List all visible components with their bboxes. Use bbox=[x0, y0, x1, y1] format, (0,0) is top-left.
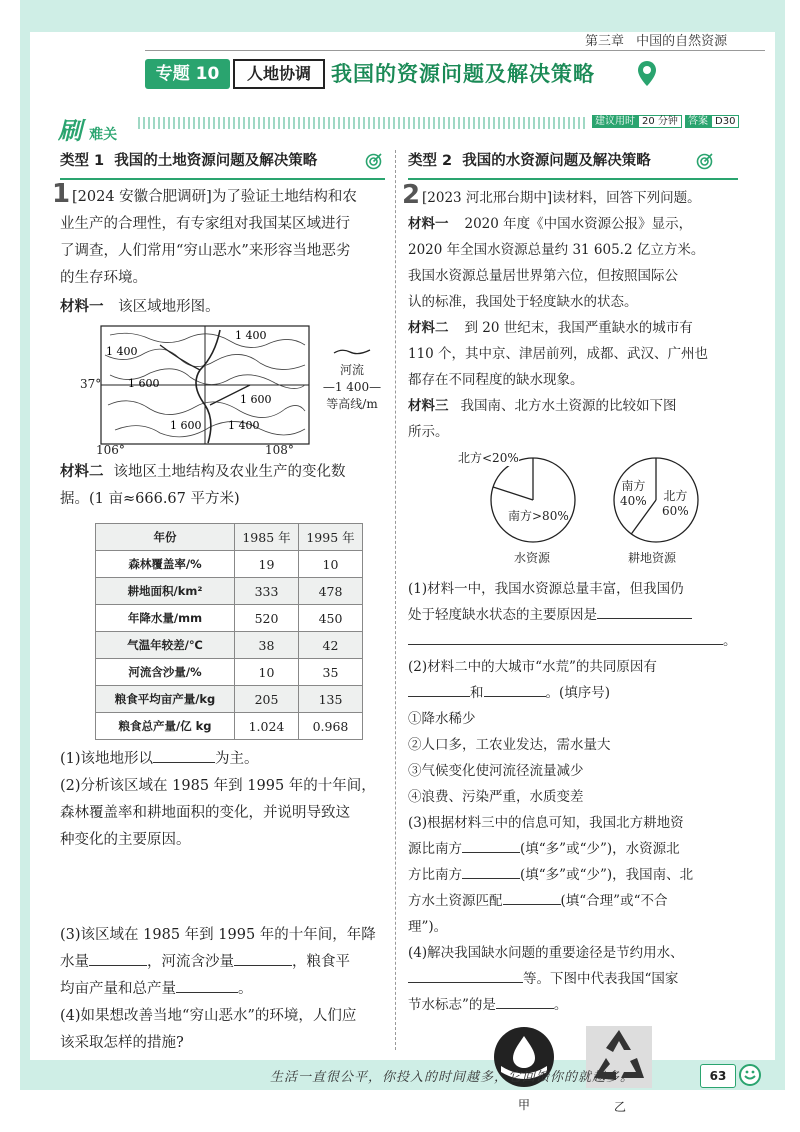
pie1-caption: 水资源 bbox=[514, 551, 551, 565]
shua-char: 刷 bbox=[58, 117, 82, 145]
q1-1-text: (1)该地地形以 bbox=[60, 751, 154, 767]
q2-3-line: (3)根据材料三中的信息可知，我国北方耕地资 bbox=[408, 815, 684, 831]
material-one bbox=[408, 211, 738, 315]
longitude-label: 106° bbox=[96, 443, 125, 457]
material-one-line: 2020 年度《中国水资源公报》显示， bbox=[464, 216, 693, 232]
answer-blank[interactable] bbox=[89, 950, 147, 966]
material-two-line: 都存在不同程度的缺水现象。 bbox=[408, 372, 584, 388]
material1-text: 该区域地形图。 bbox=[118, 299, 220, 315]
answer-blank[interactable] bbox=[176, 977, 238, 993]
material-one-line: 2020 年全国水资源总量约 31 605.2 亿立方米。 bbox=[408, 242, 705, 258]
latitude-label: 37° bbox=[80, 377, 102, 391]
q1-4-line: (4)如果想改善当地“穷山恶水”的环境，人们应 bbox=[60, 1008, 357, 1024]
answer-blank[interactable] bbox=[153, 747, 215, 763]
column-divider bbox=[395, 150, 396, 1050]
table-cell: 450 bbox=[299, 605, 363, 632]
question2-part1: (1)材料一中，我国水资源总量丰富，但我国仍 处于轻度缺水状态的主要原因是 。 bbox=[408, 576, 738, 654]
q1-3-text: 均亩产量和总产量 bbox=[60, 981, 176, 997]
table-header: 1985 年 bbox=[235, 524, 299, 551]
table-cell: 年降水量/mm bbox=[96, 605, 235, 632]
type2-title: 类型 2 我国的水资源问题及解决策略 bbox=[408, 153, 651, 169]
pie1-south-label: 南方>80% bbox=[508, 509, 569, 523]
question1-part1 bbox=[60, 746, 385, 773]
logo-label-b: 乙 bbox=[614, 1100, 627, 1114]
logo-label-a: 甲 bbox=[518, 1098, 531, 1112]
material-three-line: 所示。 bbox=[408, 424, 449, 440]
question1-number: 1 bbox=[52, 179, 71, 209]
q2-3-text: 源比南方 bbox=[408, 841, 462, 857]
material-three-label: 材料三 bbox=[408, 398, 449, 414]
target-icon bbox=[365, 153, 382, 170]
option-item: ④浪费、污染严重，水质变差 bbox=[408, 789, 584, 805]
q2-1-line: 处于轻度缺水状态的主要原因是 bbox=[408, 607, 597, 623]
header-rule bbox=[145, 50, 765, 51]
contour-label: 1 400 bbox=[228, 419, 260, 432]
longitude-label: 108° bbox=[265, 443, 294, 457]
chapter-title: 中国的自然资源 bbox=[636, 34, 728, 49]
type1-title: 类型 1 我国的土地资源问题及解决策略 bbox=[60, 153, 318, 169]
topic-title: 我国的资源问题及解决策略 bbox=[331, 62, 595, 86]
q1-1-text: 为主。 bbox=[215, 751, 259, 767]
answer-page: D30 bbox=[711, 115, 739, 128]
material-three bbox=[408, 393, 738, 445]
table-row bbox=[96, 659, 363, 686]
material-two-line: 到 20 世纪末，我国严重缺水的城市有 bbox=[464, 320, 693, 336]
table-row bbox=[96, 578, 363, 605]
q1-3-text: 。 bbox=[238, 981, 253, 997]
time-label: 建议用时 bbox=[592, 115, 638, 128]
answer-blank[interactable] bbox=[496, 993, 554, 1009]
page-number: 63 bbox=[700, 1064, 736, 1088]
pie2-north-label: 北方 bbox=[663, 489, 688, 503]
pie2-south-pct: 40% bbox=[620, 494, 647, 508]
answer-blank[interactable] bbox=[234, 950, 292, 966]
table-cell: 19 bbox=[235, 551, 299, 578]
table-cell: 粮食平均亩产量/kg bbox=[96, 686, 235, 713]
question2-part4 bbox=[408, 940, 738, 1018]
material-two bbox=[408, 315, 738, 393]
question1-part3 bbox=[60, 922, 385, 1003]
pie-charts bbox=[408, 449, 738, 564]
question2-part2 bbox=[408, 654, 738, 810]
material-one-line: 认的标准，我国处于轻度缺水的状态。 bbox=[408, 294, 638, 310]
mascot-icon bbox=[738, 1063, 762, 1087]
contour-label: 1 400 bbox=[106, 345, 138, 358]
q2-3-text: (填“多”或“少”)，水资源北 bbox=[520, 841, 680, 857]
material-three-line: 我国南、北方水土资源的比较如下图 bbox=[460, 398, 677, 414]
river-legend-icon bbox=[332, 347, 372, 357]
target-icon bbox=[696, 153, 713, 170]
q2-intro-text: [2023 河北邢台期中]读材料，回答下列问题。 bbox=[422, 190, 701, 206]
answer-blank[interactable] bbox=[408, 967, 523, 983]
suggested-time bbox=[592, 114, 682, 130]
contour-label: 1 600 bbox=[170, 419, 202, 432]
answer-blank[interactable] bbox=[484, 681, 546, 697]
shua-badge bbox=[58, 111, 117, 146]
table-cell: 205 bbox=[235, 686, 299, 713]
table-cell: 10 bbox=[235, 659, 299, 686]
material-two-line: 110 个，其中京、津居前列，成都、武汉、广州也 bbox=[408, 346, 709, 362]
q2-2-line: (2)材料二中的大城市“水荒”的共同原因有 bbox=[408, 659, 657, 675]
right-column bbox=[402, 146, 738, 1116]
q2-3-text: 方水土资源匹配 bbox=[408, 893, 503, 909]
q1-3-line: (3)该区域在 1985 年到 1995 年的十年间，年降 bbox=[60, 927, 376, 943]
q1-2-line: (2)分析该区域在 1985 年到 1995 年的十年间， bbox=[60, 778, 376, 794]
right-margin bbox=[775, 0, 785, 1060]
pie2-south-label: 南方 bbox=[621, 479, 646, 493]
table-cell: 河流含沙量/% bbox=[96, 659, 235, 686]
table-cell: 520 bbox=[235, 605, 299, 632]
table-row bbox=[96, 605, 363, 632]
answer-space[interactable] bbox=[60, 854, 385, 922]
material2-line: 该地区土地结构及农业生产的变化数 bbox=[113, 464, 346, 480]
table-cell: 森林覆盖率/% bbox=[96, 551, 235, 578]
answer-blank[interactable] bbox=[462, 837, 520, 853]
q1-line: 业生产的合理性，有专家组对我国某区域进行 bbox=[60, 216, 350, 232]
answer-ref bbox=[685, 114, 739, 130]
left-column bbox=[52, 146, 385, 1057]
difficulty-label: 难关 bbox=[89, 127, 118, 143]
q2-1-line: (1)材料一中，我国水资源总量丰富，但我国仍 bbox=[408, 581, 684, 597]
stripe-bar bbox=[138, 117, 588, 129]
pie2-north-pct: 60% bbox=[662, 504, 689, 518]
material-one-line: 我国水资源总量居世界第六位，但按照国际公 bbox=[408, 268, 678, 284]
contour-label: 1 600 bbox=[128, 377, 160, 390]
table-cell: 333 bbox=[235, 578, 299, 605]
q1-line: 的生存环境。 bbox=[60, 270, 147, 286]
q1-3-text: 水量 bbox=[60, 954, 89, 970]
q2-2-text: 和 bbox=[470, 685, 484, 701]
q2-4-text: 节水标志”的是 bbox=[408, 997, 496, 1013]
question2-number: 2 bbox=[402, 180, 421, 210]
q1-3-text: ，河流含沙量 bbox=[147, 954, 234, 970]
material1-label: 材料一 bbox=[60, 299, 104, 315]
time-value: 20 分钟 bbox=[638, 115, 682, 128]
table-row bbox=[96, 686, 363, 713]
q1-4-line: 该采取怎样的措施? bbox=[60, 1035, 184, 1051]
topic-tag: 专题 10 bbox=[145, 59, 230, 89]
table-header: 年份 bbox=[96, 524, 235, 551]
table-cell: 耕地面积/km² bbox=[96, 578, 235, 605]
table-cell: 38 bbox=[235, 632, 299, 659]
land-data-table bbox=[95, 523, 363, 740]
table-cell: 0.968 bbox=[299, 713, 363, 740]
chapter-header bbox=[585, 30, 727, 49]
option-item: ②人口多，工农业发达，需水量大 bbox=[408, 737, 611, 753]
material2-label: 材料二 bbox=[60, 464, 104, 480]
topic-badge: 人地协调 bbox=[233, 59, 325, 89]
material1 bbox=[60, 294, 385, 321]
table-row bbox=[96, 632, 363, 659]
q2-3-text: (填“多”或“少”)，我国南、北 bbox=[520, 867, 694, 883]
q1-3-text: ，粮食平 bbox=[292, 954, 350, 970]
table-row bbox=[96, 551, 363, 578]
q2-4-text: 等。下图中代表我国“国家 bbox=[523, 971, 679, 987]
legend-contour-value: 1 400 bbox=[334, 380, 370, 394]
material-one-label: 材料一 bbox=[408, 216, 449, 232]
table-cell: 1.024 bbox=[235, 713, 299, 740]
map-legend bbox=[312, 345, 392, 413]
material2-line: 据。(1 亩≈666.67 平方米) bbox=[60, 491, 240, 507]
table-header: 1995 年 bbox=[299, 524, 363, 551]
answer-blank[interactable] bbox=[597, 603, 692, 619]
pie1-north-label: 北方<20% bbox=[458, 451, 519, 465]
q1-2-line: 种变化的主要原因。 bbox=[60, 832, 191, 848]
table-cell: 42 bbox=[299, 632, 363, 659]
table-cell: 35 bbox=[299, 659, 363, 686]
material2 bbox=[60, 459, 385, 513]
q2-4-line: (4)解决我国缺水问题的重要途径是节约用水、 bbox=[408, 945, 684, 961]
contour-label: 1 400 bbox=[235, 329, 267, 342]
top-band bbox=[20, 0, 785, 32]
answer-blank[interactable] bbox=[503, 889, 561, 905]
material-two-label: 材料二 bbox=[408, 320, 449, 336]
pie2-south bbox=[620, 479, 647, 509]
answer-blank[interactable] bbox=[462, 863, 520, 879]
legend-contour-text: 等高线/m bbox=[326, 397, 378, 411]
location-pin-icon bbox=[637, 60, 657, 88]
table-cell: 10 bbox=[299, 551, 363, 578]
table-cell: 粮食总产量/亿 kg bbox=[96, 713, 235, 740]
q2-3-text: 方比南方 bbox=[408, 867, 462, 883]
question2-intro bbox=[402, 180, 738, 211]
question1-part4 bbox=[60, 1003, 385, 1057]
legend-river: 河流 bbox=[339, 363, 364, 377]
answer-blank[interactable] bbox=[408, 629, 723, 645]
type2-heading bbox=[408, 146, 738, 180]
topic-banner bbox=[145, 59, 655, 91]
question1-part2 bbox=[60, 773, 385, 854]
table-cell: 478 bbox=[299, 578, 363, 605]
footer-motto: 生活一直很公平，你投入的时间越多，它回馈你的就越多。 bbox=[270, 1070, 635, 1085]
q2-4-text: 。 bbox=[553, 997, 568, 1013]
chapter-number: 第三章 bbox=[585, 34, 625, 49]
water-resource-pie bbox=[478, 455, 588, 545]
pie2-north bbox=[662, 489, 689, 519]
answer-blank[interactable] bbox=[408, 681, 470, 697]
answer-label: 答案 bbox=[685, 115, 711, 128]
table-header-row bbox=[96, 524, 363, 551]
table-cell: 气温年较差/℃ bbox=[96, 632, 235, 659]
q2-3-text: 理”)。 bbox=[408, 919, 448, 935]
left-margin bbox=[20, 0, 30, 1060]
question2-part3 bbox=[408, 810, 738, 940]
legend-contour: —1 400— bbox=[322, 380, 382, 394]
option-item: ①降水稀少 bbox=[408, 711, 476, 727]
q1-line: [2024 安徽合肥调研]为了验证土地结构和农 bbox=[72, 189, 357, 205]
option-item: ③气候变化使河流径流量减少 bbox=[408, 763, 584, 779]
q1-line: 了调查，人们常用“穷山恶水”来形容当地恶劣 bbox=[60, 243, 351, 259]
pie2-caption: 耕地资源 bbox=[628, 551, 677, 565]
terrain-map bbox=[60, 325, 385, 455]
type1-heading bbox=[60, 146, 385, 180]
table-cell: 135 bbox=[299, 686, 363, 713]
q1-2-line: 森林覆盖率和耕地面积的变化，并说明导致这 bbox=[60, 805, 350, 821]
question1-stem bbox=[52, 179, 385, 292]
contour-map bbox=[100, 325, 310, 445]
q2-3-text: (填“合理”或“不合 bbox=[560, 893, 668, 909]
table-row bbox=[96, 713, 363, 740]
q2-2-text: 。(填序号) bbox=[545, 685, 611, 701]
contour-label: 1 600 bbox=[240, 393, 272, 406]
